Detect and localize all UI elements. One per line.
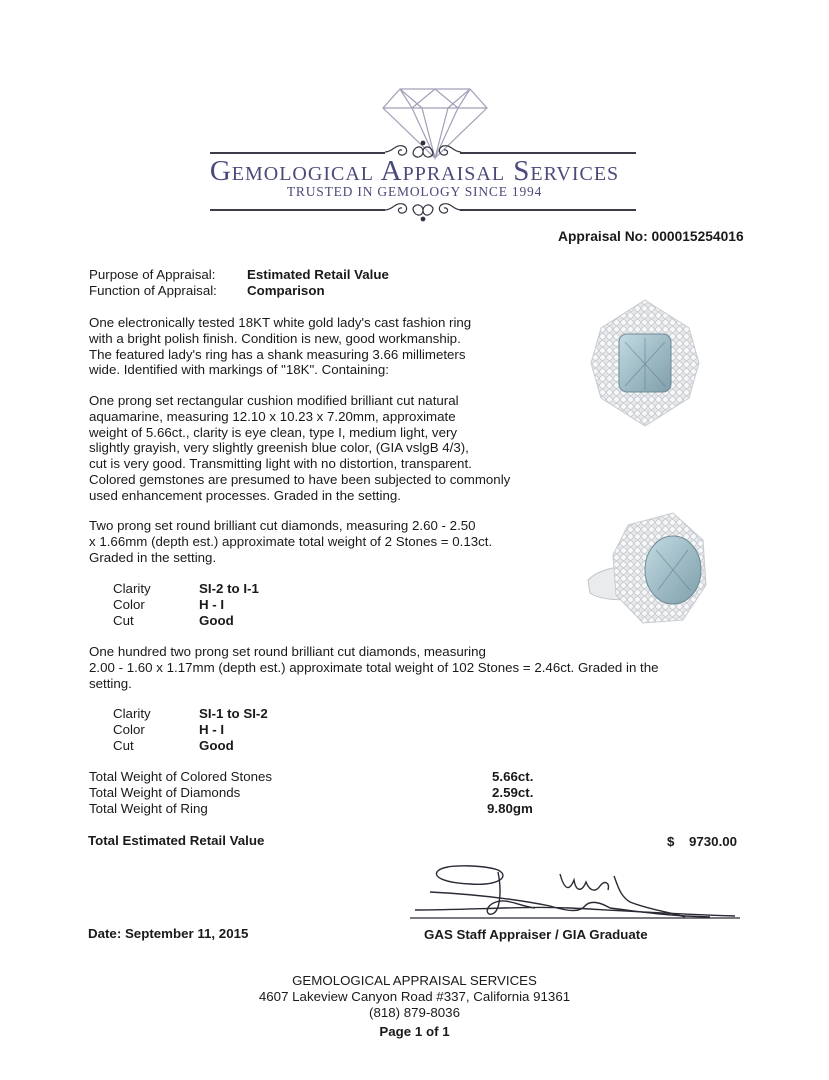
function-value: Comparison [247,282,325,298]
side-diamonds-line: Graded in the setting. [89,549,217,565]
grade-row-cut [113,613,313,629]
purpose-value: Estimated Retail Value [247,267,389,282]
totals-section [89,769,549,816]
logo-rule-bottom-right [460,209,636,211]
grade-value: Good [199,612,234,628]
grade-row-clarity [113,581,313,597]
aquamarine-line: One prong set rectangular cushion modified brilliant cut natural [89,393,459,408]
footer-phone: (818) 879-8036 [369,1004,460,1020]
ring-description-line: with a bright polish finish. Condition is new, good workmanship. [89,330,461,346]
grade-label: Color [113,721,145,737]
appraiser-signature [410,862,740,922]
total-value: 5.66ct. [492,769,534,784]
total-row-diamonds [89,785,549,801]
scroll-ornament-icon [383,198,463,222]
retail-value-label: Total Estimated Retail Value [88,833,265,848]
side-diamonds-line: x 1.66mm (depth est.) approximate total weight of 2 Stones = 0.13ct. [89,533,493,549]
total-label: Total Weight of Colored Stones [89,769,273,784]
aquamarine-line: weight of 5.66ct., clarity is eye clean, type I, medium light, very [89,424,458,440]
melee-diamonds-description [89,644,659,691]
footer-company: GEMOLOGICAL APPRAISAL SERVICES [292,973,537,988]
grade-value: Good [199,737,234,753]
grade-label: Clarity [113,581,151,596]
grade-label: Cut [113,612,134,628]
melee-diamonds-line: setting. [89,675,132,691]
footer [0,973,829,1040]
grade-value: SI-2 to I-1 [199,581,259,596]
aquamarine-line: slightly grayish, very slightly greenish blue color, (GIA vslgB 4/3), [89,440,469,456]
total-row-colored-stones [89,769,549,785]
grade-label: Cut [113,737,134,753]
aquamarine-description [89,393,549,504]
total-value: 9.80gm [487,800,533,816]
melee-diamonds-grades [113,706,313,753]
side-diamonds-line: Two prong set round brilliant cut diamonds, measuring 2.60 - 2.50 [89,518,476,533]
grade-row-clarity [113,706,313,722]
aquamarine-line: used enhancement processes. Graded in the setting. [89,487,401,503]
ring-description [89,315,549,378]
company-name: Gemological Appraisal Services [209,155,620,187]
page-number: Page 1 of 1 [379,1024,450,1040]
appraisal-number [558,229,744,245]
function-label: Function of Appraisal: [89,282,217,298]
ring-side-view-image [578,505,713,630]
company-tagline: TRUSTED IN GEMOLOGY SINCE 1994 [286,184,543,199]
melee-diamonds-line: 2.00 - 1.60 x 1.17mm (depth est.) approximate total weight of 102 Stones = 2.46ct. Graded in the [89,659,659,675]
aquamarine-line: aquamarine, measuring 12.10 x 10.23 x 7.20mm, approximate [89,408,456,424]
grade-label: Color [113,596,145,612]
total-row-ring [89,801,549,817]
currency-symbol: $ [667,834,675,849]
ring-description-line: The featured lady's ring has a shank measuring 3.66 millimeters [89,346,466,362]
melee-diamonds-line: One hundred two prong set round brilliant cut diamonds, measuring [89,644,486,659]
grade-row-cut [113,738,313,754]
footer-address: 4607 Lakeview Canyon Road #337, California 91361 [258,988,571,1004]
logo-rule-top-right [460,152,636,154]
appraiser-title: GAS Staff Appraiser / GIA Graduate [424,927,648,942]
grade-row-color [113,722,313,738]
side-diamonds-grades [113,581,313,628]
aquamarine-line: Colored gemstones are presumed to have been subjected to commonly [89,471,511,487]
grade-value: SI-1 to SI-2 [199,706,268,721]
aquamarine-line: cut is very good. Transmitting light with no distortion, transparent. [89,456,472,472]
appraisal-date: Date: September 11, 2015 [88,926,249,941]
side-diamonds-description [89,518,549,565]
total-value: 2.59ct. [492,784,534,800]
retail-value: 9730.00 [689,834,738,849]
grade-value: H - I [199,596,225,612]
grade-value: H - I [199,721,225,737]
appraisal-number-label: Appraisal No: [558,229,648,244]
total-label: Total Weight of Ring [89,800,208,816]
ring-top-view-image [585,298,705,428]
logo-rule-bottom-left [210,209,385,211]
grade-row-color [113,597,313,613]
ring-description-line: wide. Identified with markings of "18K". Containing: [89,362,389,378]
appraisal-number-value: 000015254016 [651,229,744,244]
total-label: Total Weight of Diamonds [89,784,241,800]
purpose-label: Purpose of Appraisal: [89,267,216,282]
ring-description-line: One electronically tested 18KT white gold lady's cast fashion ring [89,315,472,330]
grade-label: Clarity [113,706,151,721]
logo-rule-top-left [210,152,385,154]
